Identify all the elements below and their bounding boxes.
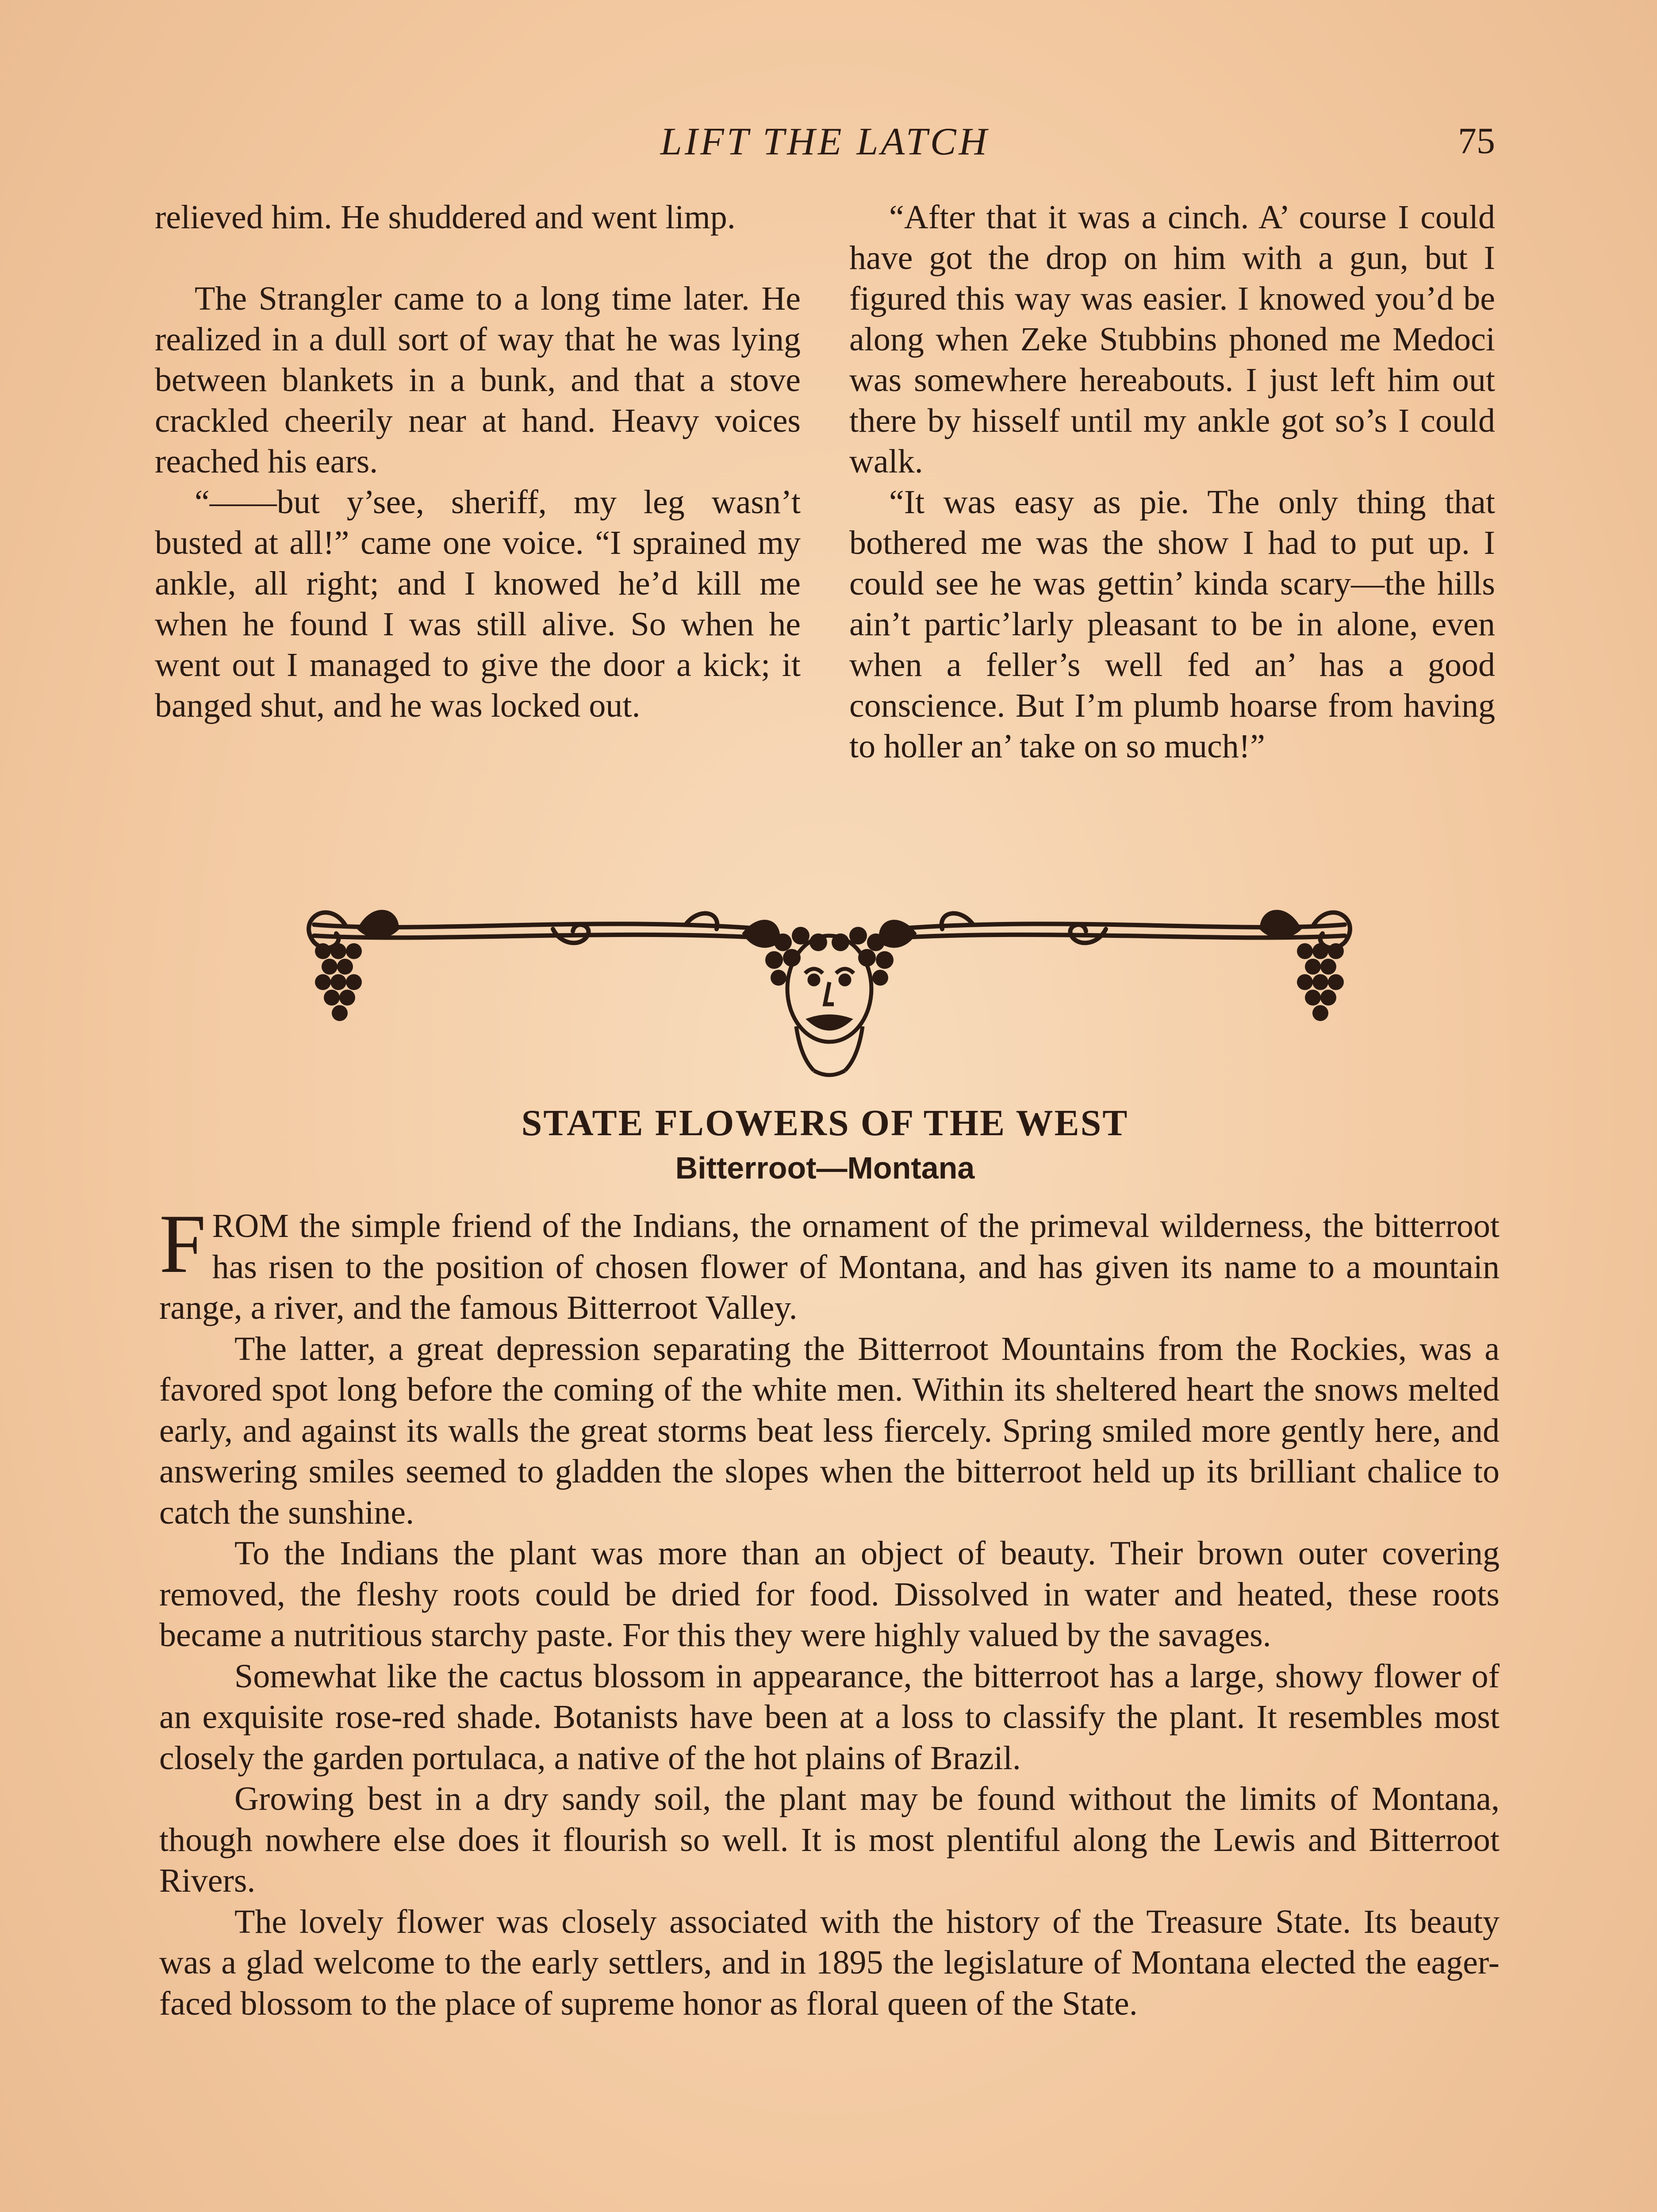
- left-paragraph-1: relieved him. He shuddered and went limp.: [155, 199, 736, 236]
- article-paragraph-1-text: ROM the simple friend of the Indians, the ornament of the primeval wilderness, the bitterroot has risen to the position of chosen flower of Montana, and has given its name to a mountain range, a river, and the famous Bitterroot Valley.: [159, 1207, 1500, 1326]
- story-columns: [155, 197, 1495, 860]
- right-paragraph-1: “After that it was a cinch. A’ course I could have got the drop on him with a gun, but I figured this way was easier. I knowed you’d be along when Zeke Stubbins phoned me Medoci was somewhere hereabouts. I just left him out there by hisself until my ankle got so’s I could walk.: [849, 199, 1495, 480]
- article-body: [159, 1198, 1500, 2024]
- section-subheading: Bitterroot—Montana: [675, 1151, 975, 1185]
- drop-cap: F: [159, 1198, 206, 1290]
- article-paragraph-3: To the Indians the plant was more than an object of beauty. Their brown outer covering removed, the fleshy roots could be dried for food. Dissolved in water and heated, these roots became a nutritious starchy paste. For this they were highly valued by the savages.: [159, 1535, 1500, 1654]
- grapevine-mask-ornament-icon: [288, 894, 1371, 1079]
- article-paragraph-2: The latter, a great depression separating the Bitterroot Mountains from the Rockies, was a favored spot long before the coming of the white men. Within its sheltered heart the snows melted early, and against its walls the great storms beat less fiercely. Spring smiled more gently here, and answering smiles seemed to gladden the slopes when the bitterroot held up its brilliant chalice to catch the sunshine.: [159, 1330, 1500, 1531]
- section-heading: STATE FLOWERS OF THE WEST: [521, 1102, 1129, 1144]
- left-paragraph-2: The Strangler came to a long time later. He realized in a dull sort of way that he was lying between blankets in a bunk, and that a stove crackled cheerily near at hand. Heavy voices reached his ears.: [155, 280, 801, 480]
- right-paragraph-2: “It was easy as pie. The only thing that bothered me was the show I had to put up. I could see he was gettin’ kinda scary—the hills ain’t partic’larly pleasant to be in alone, even when a feller’s well fed an’ has a good conscience. But I’m plumb hoarse from having to holler an’ take on so much!”: [849, 484, 1495, 765]
- left-paragraph-3: “——but y’see, sheriff, my leg wasn’t busted at all!” came one voice. “I sprained my ankle, all right; and I knowed he’d kill me when he found I was still alive. So when he went out I managed to give the door a kick; it banged shut, and he was locked out.: [155, 484, 801, 724]
- right-column: [849, 197, 1495, 767]
- page-number: 75: [1458, 120, 1495, 161]
- running-head: [155, 119, 1495, 168]
- article-paragraph-1: [159, 1198, 1500, 1329]
- left-column: [155, 197, 801, 726]
- article-paragraph-5: Growing best in a dry sandy soil, the plant may be found without the limits of Montana, though nowhere else does it flourish so well. It is most plentiful along the Lewis and Bitterroot Rivers.: [159, 1780, 1500, 1899]
- running-title: LIFT THE LATCH: [660, 120, 990, 163]
- article-paragraph-4: Somewhat like the cactus blossom in appearance, the bitterroot has a large, showy flower of an exquisite rose-red shade. Botanists have been at a loss to classify the plant. It resembles most closely the garden portulaca, a native of the hot plains of Brazil.: [159, 1657, 1500, 1777]
- article-paragraph-6: The lovely flower was closely associated with the history of the Treasure State. Its beauty was a glad welcome to the early settlers, and in 1895 the legislature of Montana elected the eager-faced blossom to the place of supreme honor as floral queen of the State.: [159, 1903, 1500, 2022]
